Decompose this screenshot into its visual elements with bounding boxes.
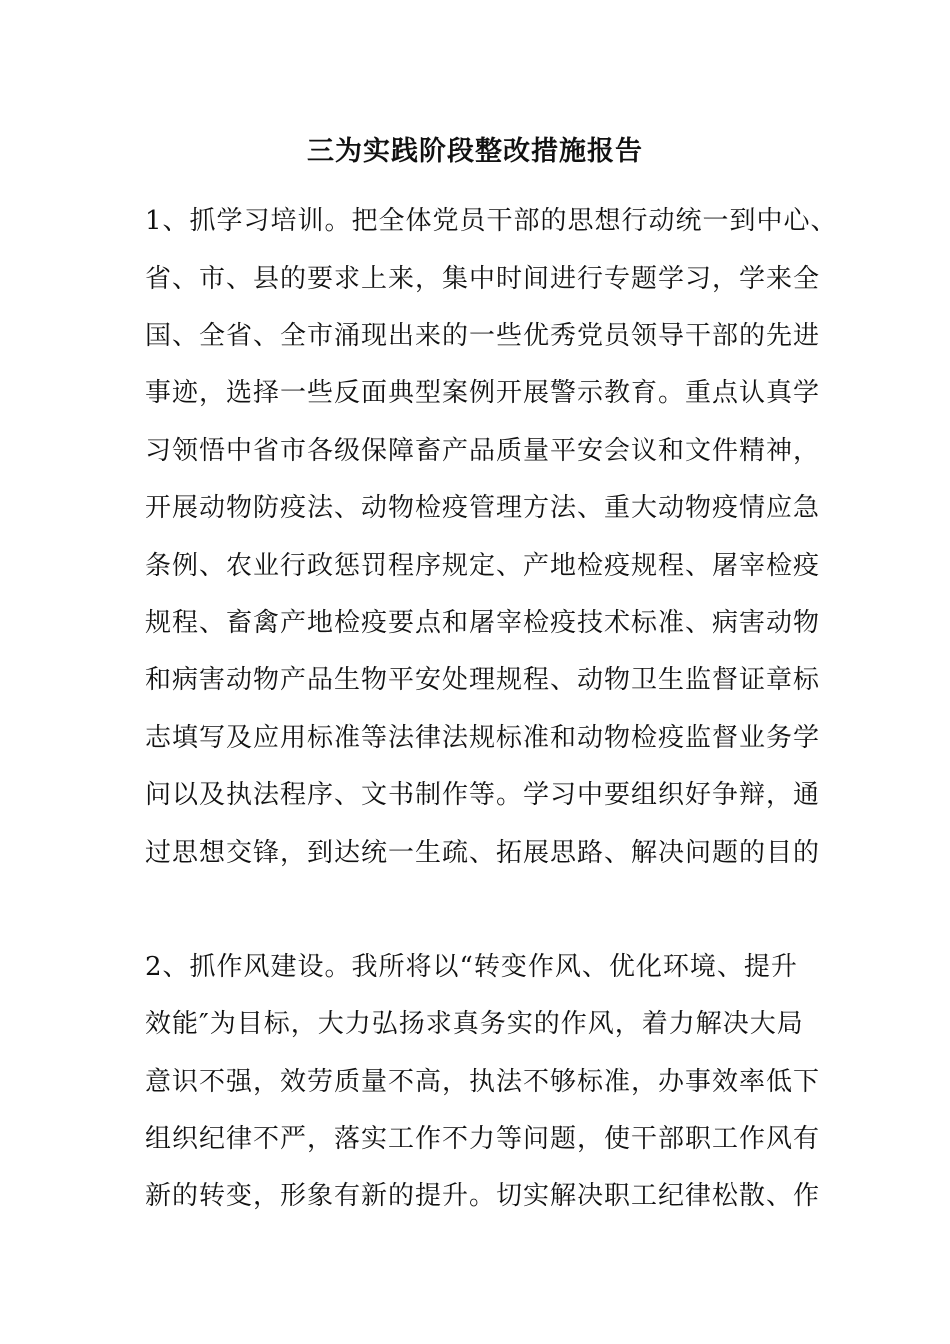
paragraph-line: 组织纪律不严，落实工作不力等问题，使干部职工作风有 [145,1124,821,1154]
paragraph-line: 条例、农业行政惩罚程序规定、产地检疫规程、屠宰检疫 [145,551,821,581]
paragraph-line: 问以及执法程序、文书制作等。学习中要组织好争辩，通 [145,780,821,810]
paragraph-line: 志填写及应用标准等法律法规标准和动物检疫监督业务学 [145,723,821,753]
paragraph-line: 习领悟中省市各级保障畜产品质量平安会议和文件精神， [145,436,821,466]
paragraph-line: 国、全省、全市涌现出来的一些优秀党员领导干部的先进 [145,321,821,351]
paragraph-line: 意识不强，效劳质量不高，执法不够标准，办事效率低下 [145,1067,821,1097]
paragraph-line: 新的转变，形象有新的提升。切实解决职工纪律松散、作 [145,1181,821,1211]
paragraph-line: 规程、畜禽产地检疫要点和屠宰检疫技术标准、病害动物 [145,608,821,638]
paragraph-line: 1、抓学习培训。把全体党员干部的思想行动统一到中心、 [145,206,838,236]
paragraph-line: 效能″为目标，大力弘扬求真务实的作风，着力解决大局 [145,1009,804,1039]
document-title: 三为实践阶段整改措施报告 [307,136,643,167]
paragraph-line: 省、市、县的要求上来，集中时间进行专题学习，学来全 [145,264,821,294]
paragraph-line: 开展动物防疫法、动物检疫管理方法、重大动物疫情应急 [145,493,821,523]
paragraph-line: 过思想交锋，到达统一生疏、拓展思路、解决问题的目的 [145,838,821,868]
paragraph-line: 2、抓作风建设。我所将以“转变作风、优化环境、提升 [145,952,798,982]
paragraph-line: 事迹，选择一些反面典型案例开展警示教育。重点认真学 [145,378,821,408]
paragraph-line: 和病害动物产品生物平安处理规程、动物卫生监督证章标 [145,665,821,695]
